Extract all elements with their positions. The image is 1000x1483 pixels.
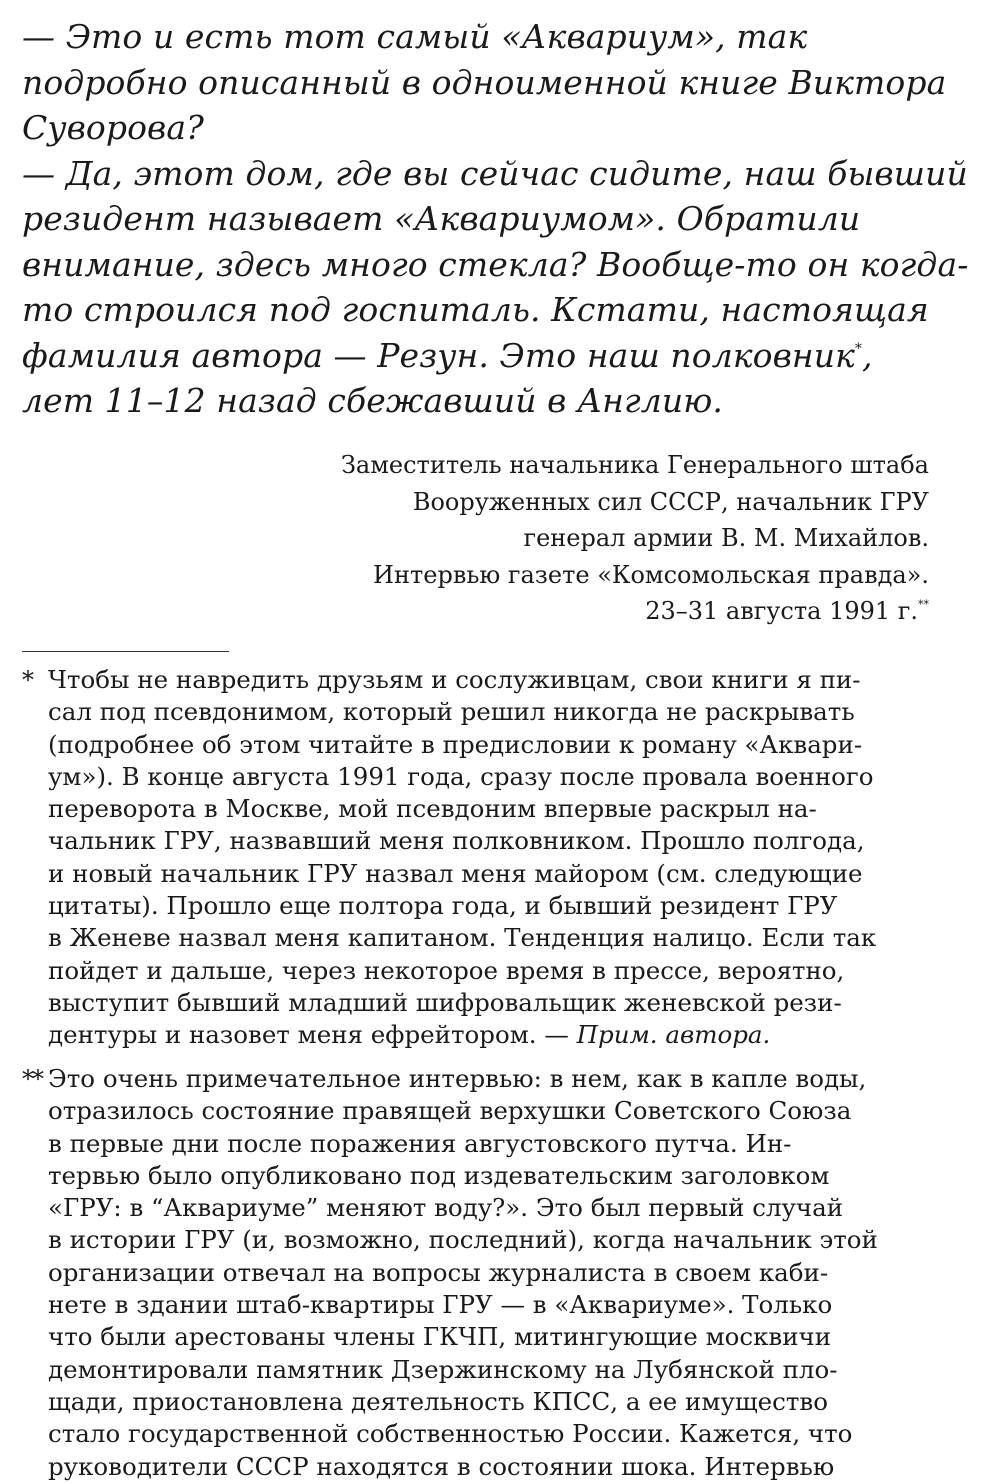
footnote-marker: **: [22, 1065, 42, 1093]
epigraph-attribution: [229, 447, 929, 630]
epigraph-line: подробно описанный в одноименной книге Виктора: [22, 62, 947, 102]
footnote-line: ум»). В конце августа 1991 года, сразу после провала военного: [48, 761, 874, 791]
epigraph-line-text: фамилия автора — Резун. Это наш полковник: [22, 335, 855, 375]
footnote-line: сал под псевдонимом, который решил никогда не раскрывать: [48, 697, 855, 727]
footnote-line: чальник ГРУ, назвавший меня полковником. Прошло полгода,: [48, 826, 865, 856]
footnote-line: в истории ГРУ (и, возможно, последний), когда начальник этой: [48, 1225, 878, 1255]
footnote-line: Это очень примечательное интервью: в нем, как в капле воды,: [48, 1064, 867, 1093]
footnote-line: цитаты). Прошло еще полтора года, и бывший резидент ГРУ: [48, 891, 838, 921]
footnote-line: выступит бывший младший шифровальщик женевской рези-: [48, 987, 842, 1017]
footnote-line: нете в здании штаб-квартиры ГРУ — в «Аквариуме». Только: [48, 1290, 833, 1320]
footnote-line: переворота в Москве, мой псевдоним впервые раскрыл на-: [48, 794, 817, 824]
footnote-line: [22, 1019, 982, 1051]
epigraph-line: — Да, этот дом, где вы сейчас сидите, наш бывший: [22, 153, 968, 193]
attribution-line: Интервью газете «Комсомольская правда».: [373, 560, 929, 589]
attribution-line: Вооруженных сил СССР, начальник ГРУ: [412, 487, 929, 516]
epigraph-line-punct: ,: [862, 335, 873, 375]
footnote-2: [22, 1063, 982, 1483]
epigraph-line: Суворова?: [22, 108, 204, 147]
footnote-line: организации отвечал на вопросы журналиста в своем каби-: [48, 1257, 829, 1287]
footnote-line: демонтировали памятник Дзержинскому на Лубянской пло-: [48, 1354, 838, 1384]
epigraph-line: внимание, здесь много стекла? Вообще-то он когда-: [22, 244, 969, 284]
footnote-line: отразилось состояние правящей верхушки Советского Союза: [48, 1096, 852, 1126]
attribution-date: 23–31 августа 1991 г.: [645, 597, 918, 625]
footnote-line: стало государственной собственностью России. Кажется, что: [48, 1419, 853, 1449]
footnote-line: руководители СССР находятся в состоянии шока. Интервью: [48, 1451, 835, 1481]
epigraph-line: — Это и есть тот самый «Аквариум», так: [22, 17, 808, 56]
epigraph-line: [22, 333, 972, 379]
footnote-line: Чтобы не навредить друзьям и сослуживцам, свои книги я пи-: [48, 665, 861, 694]
footnote-line: и новый начальник ГРУ назвал меня майором (см. следующие: [48, 858, 863, 888]
epigraph-quote: [22, 14, 972, 424]
footnote-line: пойдет и дальше, через некоторое время в прессе, вероятно,: [48, 955, 845, 985]
footnote-1: [22, 664, 982, 1052]
author-note: Прим. автора.: [576, 1020, 771, 1050]
footnote-ref-1[interactable]: *: [854, 340, 863, 357]
footnote-line: (подробнее об этом читайте в предисловии к роману «Аквари-: [48, 729, 863, 759]
footnote-marker: *: [22, 666, 34, 694]
epigraph-line: лет 11–12 назад сбежавший в Англию.: [22, 381, 723, 420]
footnote-line: в первые дни после поражения августовского путча. Ин-: [48, 1128, 792, 1158]
footnote-line: что были арестованы члены ГКЧП, митингующие москвичи: [48, 1322, 832, 1352]
attribution-line: [229, 593, 929, 630]
footnote-line: «ГРУ: в “Аквариуме” меняют воду?». Это был первый случай: [48, 1193, 844, 1223]
attribution-line: генерал армии В. М. Михайлов.: [523, 524, 929, 552]
footnote-line: в Женеве назвал меня капитаном. Тенденция налицо. Если так: [48, 923, 877, 953]
footnote-line: щади, приостановлена деятельность КПСС, а ее имущество: [48, 1386, 828, 1416]
epigraph-line: резидент называет «Аквариумом». Обратили: [22, 199, 861, 238]
epigraph-line: то строился под госпиталь. Кстати, настоящая: [22, 290, 929, 329]
footnote-line: тервью было опубликовано под издевательским заголовком: [48, 1160, 830, 1190]
footnote-ref-2[interactable]: **: [918, 598, 929, 611]
footnote-divider: [22, 651, 229, 652]
footnote-line-text: дентуры и назовет меня ефрейтором. —: [48, 1020, 577, 1050]
attribution-line: Заместитель начальника Генерального штаба: [340, 451, 929, 479]
